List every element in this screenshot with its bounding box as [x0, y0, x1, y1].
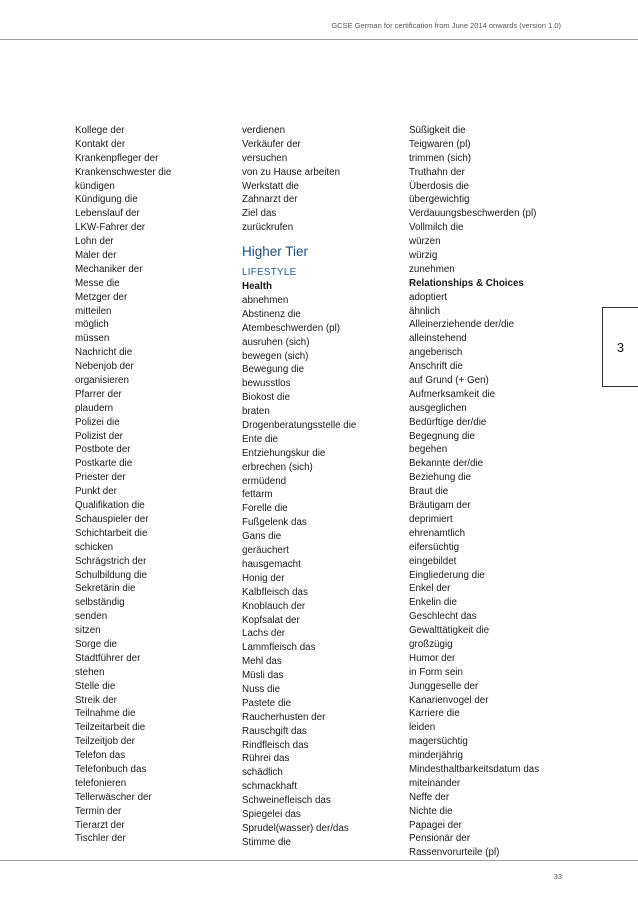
vocab-entry: Bewegung die — [242, 364, 305, 376]
vocab-entry: geräuchert — [242, 545, 289, 557]
vocab-entry: kündigen — [75, 180, 115, 192]
vocab-entry: Eingliederung die — [409, 569, 485, 581]
vocab-entry: Tischler der — [75, 833, 126, 845]
vocab-entry: eifersüchtig — [409, 541, 460, 553]
vocab-entry: Entziehungskur die — [242, 447, 326, 459]
vocab-entry: sitzen — [75, 625, 101, 637]
vocab-entry: selbständig — [75, 597, 125, 609]
vocab-entry: Ente die — [242, 433, 278, 445]
vocab-entry: würzig — [409, 250, 438, 262]
vocab-entry: ehrenamtlich — [409, 527, 466, 539]
vocab-entry: Truthahn der — [409, 166, 465, 178]
vocab-entry: braten — [242, 406, 270, 418]
vocab-entry: mitteilen — [75, 305, 112, 317]
vocab-entry: Tellerwäscher der — [75, 791, 152, 803]
vocab-entry: Beziehung die — [409, 472, 472, 484]
vocab-entry: ermüdend — [242, 475, 287, 487]
vocab-entry: stehen — [75, 666, 105, 678]
vocab-entry: Atembeschwerden (pl) — [242, 322, 341, 334]
vocab-entry: schicken — [75, 541, 114, 553]
vocab-entry: Messe die — [75, 277, 120, 289]
vocab-entry: Teilnahme die — [75, 708, 136, 720]
vocab-list-work — [242, 124, 356, 235]
vocab-entry: Enkelin die — [409, 597, 457, 609]
vocab-entry: Bräutigam der — [409, 500, 471, 512]
vocab-entry: Schrägstrich der — [75, 555, 147, 567]
vocab-entry: Kopfsalat der — [242, 614, 300, 626]
vocab-entry: trimmen (sich) — [409, 152, 472, 164]
vocab-entry: hausgemacht — [242, 558, 301, 570]
vocab-entry: Rauschgift das — [242, 725, 307, 737]
tier-heading: Higher Tier — [242, 244, 309, 260]
vocab-entry: Teilzeitjob der — [75, 736, 135, 748]
vocab-column-3 — [409, 124, 539, 860]
vocab-entry: Stadtführer der — [75, 652, 141, 664]
vocab-entry: Verkäufer der — [242, 138, 301, 150]
vocab-entry: deprimiert — [409, 513, 453, 525]
vocab-entry: Lebenslauf der — [75, 208, 140, 220]
vocab-entry: Pfarrer der — [75, 388, 122, 400]
vocab-entry: Pensionär der — [409, 833, 470, 845]
vocab-entry: Metzger der — [75, 291, 128, 303]
vocab-entry: zunehmen — [409, 263, 455, 275]
vocab-entry: Teilzeitarbeit die — [75, 722, 146, 734]
vocab-entry: Nachricht die — [75, 347, 133, 359]
vocab-entry: LKW-Fahrer der — [75, 222, 146, 234]
vocab-entry: Streik der — [75, 694, 117, 706]
vocab-entry: Stimme die — [242, 836, 291, 848]
vocab-entry: Fußgelenk das — [242, 517, 307, 529]
vocab-entry: Süßigkeit die — [409, 125, 466, 136]
vocab-entry: Lachs der — [242, 628, 286, 640]
vocab-entry: Biokost die — [242, 392, 290, 404]
vocab-entry: Maler der — [75, 250, 117, 262]
vocab-entry: fettarm — [242, 489, 273, 501]
vocab-entry: Mindesthaltbarkeitsdatum das — [409, 763, 540, 775]
header-divider — [0, 39, 638, 40]
vocab-entry: eingebildet — [409, 555, 457, 567]
vocab-entry: Raucherhusten der — [242, 711, 326, 723]
vocab-entry: Junggeselle der — [409, 680, 479, 692]
subtopic-heading-health: Health — [242, 281, 272, 293]
vocab-entry: Vollmilch die — [409, 222, 464, 234]
vocab-entry: miteinander — [409, 777, 461, 789]
vocab-entry: Schulbildung die — [75, 569, 147, 581]
vocab-entry: ausruhen (sich) — [242, 336, 310, 348]
vocab-entry: Alleinerziehende der/die — [409, 319, 515, 331]
vocab-entry: Kalbfleisch das — [242, 586, 308, 598]
vocab-entry: in Form sein — [409, 666, 463, 678]
footer-divider — [0, 860, 638, 861]
vocab-entry: Überdosis die — [409, 180, 469, 192]
vocab-entry: Begegnung die — [409, 430, 475, 442]
vocab-entry: ähnlich — [409, 305, 441, 317]
vocab-entry: Rindfleisch das — [242, 739, 309, 751]
vocab-entry: senden — [75, 611, 108, 623]
vocab-entry: Anschrift die — [409, 361, 463, 373]
vocab-entry: Abstinenz die — [242, 308, 301, 320]
vocab-entry: Kündigung die — [75, 194, 138, 206]
vocab-entry: Kontakt der — [75, 138, 126, 150]
vocab-entry: Mehl das — [242, 656, 282, 668]
vocab-entry: organisieren — [75, 375, 129, 387]
vocab-column-1 — [75, 124, 171, 846]
section-tab — [602, 307, 638, 387]
vocab-entry: Sorge die — [75, 638, 117, 650]
vocab-entry: schädlich — [242, 767, 283, 779]
vocab-entry: Polizist der — [75, 430, 123, 442]
vocab-entry: schmackhaft — [242, 781, 297, 793]
vocab-entry: Nichte die — [409, 805, 453, 817]
vocab-entry: Krankenpfleger der — [75, 152, 159, 164]
vocab-entry: Verdauungsbeschwerden (pl) — [409, 208, 537, 220]
vocab-entry: Telefon das — [75, 750, 126, 762]
vocab-entry: Punkt der — [75, 486, 117, 498]
vocab-entry: Tierarzt der — [75, 819, 125, 831]
vocab-entry: bewegen (sich) — [242, 350, 309, 362]
vocab-entry: Nuss die — [242, 683, 281, 695]
vocab-entry: Schichtarbeit die — [75, 527, 148, 539]
vocab-entry: erbrechen (sich) — [242, 461, 313, 473]
vocab-entry: Geschlecht das — [409, 611, 477, 623]
vocab-entry: Sprudel(wasser) der/das — [242, 822, 349, 834]
vocab-entry: Lohn der — [75, 236, 114, 248]
vocab-entry: Krankenschwester die — [75, 166, 172, 178]
vocab-entry: großzügig — [409, 638, 453, 650]
vocab-entry: bewusstlos — [242, 378, 291, 390]
running-header: GCSE German for certification from June 2014 onwards (version 1.0) — [331, 21, 561, 30]
vocab-entry: Qualifikation die — [75, 500, 145, 512]
vocab-entry: Mechaniker der — [75, 263, 143, 275]
vocab-entry: minderjährig — [409, 750, 463, 762]
page-number: 33 — [553, 872, 562, 881]
vocab-entry: Braut die — [409, 486, 449, 498]
vocab-entry: würzen — [409, 236, 441, 248]
vocab-list-relationships — [409, 291, 539, 861]
vocab-entry: magersüchtig — [409, 736, 468, 748]
vocab-entry: Polizei die — [75, 416, 120, 428]
vocab-entry: Nebenjob der — [75, 361, 134, 373]
vocab-entry: Forelle die — [242, 503, 288, 515]
vocab-entry: Papagei der — [409, 819, 462, 831]
theme-label: LIFESTYLE — [242, 267, 297, 279]
vocab-entry: plaudern — [75, 402, 114, 414]
vocab-entry: Müsli das — [242, 670, 284, 682]
vocab-entry: Lammfleisch das — [242, 642, 316, 654]
section-tab-number: 3 — [616, 339, 625, 355]
vocab-entry: Neffe der — [409, 791, 450, 803]
vocab-entry: Rassenvorurteile (pl) — [409, 847, 500, 859]
vocab-entry: Kollege der — [75, 125, 125, 136]
vocab-entry: versuchen — [242, 152, 288, 164]
vocab-entry: Werkstatt die — [242, 180, 299, 192]
vocab-entry: Bekannte der/die — [409, 458, 484, 470]
vocab-entry: zurückrufen — [242, 222, 294, 234]
vocab-entry: Rührei das — [242, 753, 290, 765]
vocab-entry: Priester der — [75, 472, 126, 484]
vocab-entry: von zu Hause arbeiten — [242, 166, 341, 178]
vocab-entry: Termin der — [75, 805, 122, 817]
vocab-entry: Sekretärin die — [75, 583, 136, 595]
vocab-entry: Kanarienvogel der — [409, 694, 489, 706]
vocab-entry: Schauspieler der — [75, 513, 149, 525]
vocab-entry: Stelle die — [75, 680, 116, 692]
vocab-entry: Telefonbuch das — [75, 763, 147, 775]
subtopic-heading-relationships: Relationships & Choices — [409, 277, 524, 289]
vocab-list-health-continued — [409, 124, 539, 277]
vocab-entry: Postbote der — [75, 444, 131, 456]
vocab-entry: Aufmerksamkeit die — [409, 388, 496, 400]
vocab-entry: Knoblauch der — [242, 600, 306, 612]
vocab-entry: ausgeglichen — [409, 402, 467, 414]
vocab-entry: Karriere die — [409, 708, 460, 720]
vocab-entry: leiden — [409, 722, 436, 734]
vocab-entry: Ziel das — [242, 208, 277, 220]
vocab-entry: Bedürftige der/die — [409, 416, 487, 428]
vocab-entry: Enkel der — [409, 583, 451, 595]
vocab-entry: Spiegelei das — [242, 808, 301, 820]
vocab-entry: verdienen — [242, 125, 286, 136]
vocab-entry: müssen — [75, 333, 110, 345]
vocab-entry: auf Grund (+ Gen) — [409, 375, 489, 387]
vocab-entry: Zahnarzt der — [242, 194, 298, 206]
vocab-entry: alleinstehend — [409, 333, 467, 345]
vocab-list-health — [242, 294, 356, 850]
vocab-entry: abnehmen — [242, 295, 289, 307]
vocab-entry: telefonieren — [75, 777, 127, 789]
vocab-entry: Drogenberatungsstelle die — [242, 420, 357, 432]
vocab-entry: Gans die — [242, 531, 282, 543]
vocab-entry: Humor der — [409, 652, 456, 664]
vocab-entry: möglich — [75, 319, 109, 331]
vocab-entry: adoptiert — [409, 291, 448, 303]
vocab-entry: Gewalttätigkeit die — [409, 625, 490, 637]
vocab-entry: Postkarte die — [75, 458, 133, 470]
vocab-entry: übergewichtig — [409, 194, 470, 206]
vocab-entry: Pastete die — [242, 697, 292, 709]
vocab-entry: Schweinefleisch das — [242, 795, 331, 807]
vocab-entry: begehen — [409, 444, 448, 456]
vocab-entry: Honig der — [242, 572, 285, 584]
vocab-column-2 — [242, 124, 356, 850]
vocab-entry: angeberisch — [409, 347, 463, 359]
vocab-entry: Teigwaren (pl) — [409, 138, 471, 150]
